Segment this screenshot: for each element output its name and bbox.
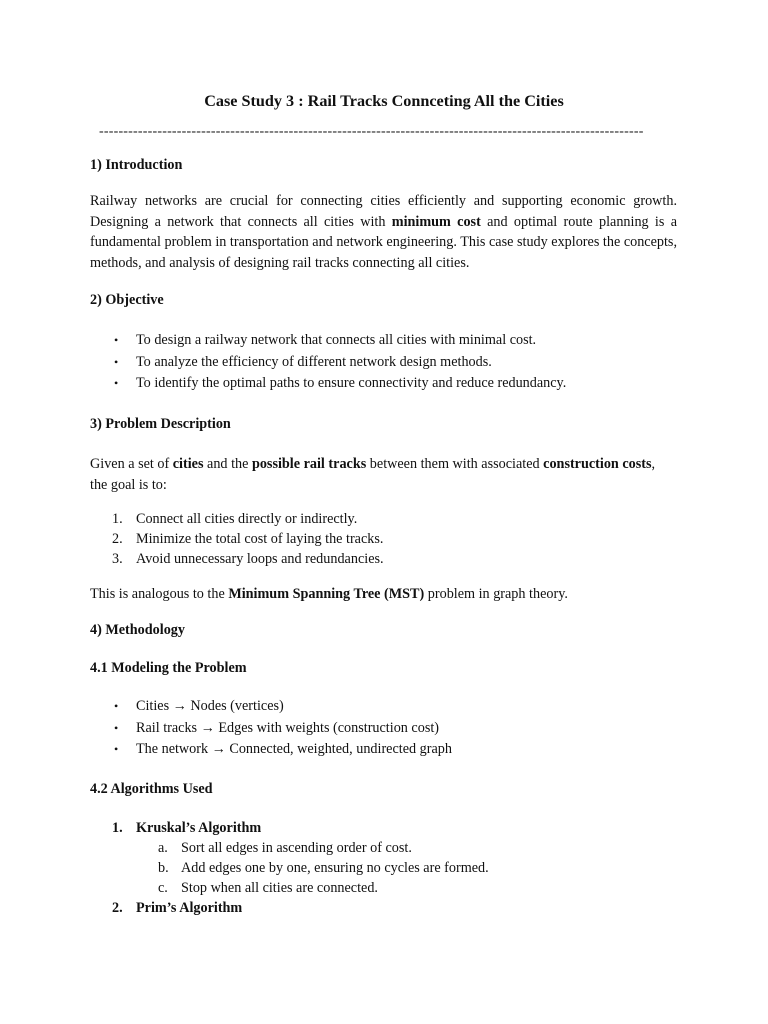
- list-letter: b.: [158, 860, 169, 876]
- mst-analogy-paragraph: [90, 584, 690, 605]
- objective-text: To identify the optimal paths to ensure connectivity and reduce redundancy.: [136, 375, 567, 391]
- list-number: 2.: [112, 900, 123, 916]
- section-heading-objective: 2) Objective: [90, 292, 164, 308]
- given-bold-rail-tracks: possible rail tracks: [251, 456, 367, 472]
- list-letter: a.: [158, 840, 168, 856]
- modeling-text: Rail tracks → Edges with weights (construction cost): [136, 719, 440, 736]
- objective-text: To design a railway network that connects all cities with minimal cost.: [136, 332, 537, 348]
- subsection-heading-modeling: 4.1 Modeling the Problem: [90, 660, 247, 676]
- bullet-icon: •: [114, 333, 119, 347]
- bullet-icon: •: [114, 376, 119, 390]
- algorithm-name: Kruskal’s Algorithm: [136, 820, 262, 836]
- analogy-text: This is analogous to the: [90, 586, 229, 602]
- given-text: the goal is to:: [90, 476, 167, 493]
- analogy-bold-mst: Minimum Spanning Tree (MST): [228, 586, 425, 602]
- given-text: ,: [651, 456, 656, 472]
- problem-given-paragraph: [90, 454, 690, 495]
- bullet-icon: •: [114, 354, 119, 369]
- list-item: [90, 838, 489, 858]
- goal-text: Avoid unnecessary loops and redundancies.: [136, 551, 384, 567]
- section-heading-introduction: 1) Introduction: [90, 157, 183, 173]
- list-number: 2.: [112, 531, 123, 547]
- algorithm-item: [90, 898, 489, 918]
- list-number: 1.: [112, 820, 123, 836]
- list-item: [90, 878, 489, 898]
- kruskal-steps-list: [90, 838, 489, 898]
- section-heading-problem-description: 3) Problem Description: [90, 416, 231, 432]
- document-title: Case Study 3 : Rail Tracks Connceting All the Cities: [204, 92, 564, 110]
- given-text: Given a set of: [90, 456, 173, 472]
- intro-text-2: and optimal route planning is a fundamental problem in transportation and network engineering. This case study explores the concepts, methods, and analysis of designing rail tracks connecting all cities.: [90, 213, 677, 271]
- modeling-text: The network → Connected, weighted, undirected graph: [136, 741, 452, 757]
- list-item: [90, 718, 690, 740]
- list-item: [90, 330, 690, 352]
- list-item: [90, 858, 489, 878]
- modeling-list: [90, 696, 690, 761]
- bullet-icon: •: [114, 720, 119, 735]
- algorithms-list: [90, 818, 489, 918]
- list-letter: c.: [158, 880, 168, 896]
- intro-text-1: Railway networks are crucial for connecting cities efficiently and supporting economic growth. Designing a network that connects all cities with: [90, 193, 677, 230]
- algorithm-name: Prim’s Algorithm: [136, 900, 243, 916]
- intro-bold-minimum-cost: minimum cost: [391, 213, 481, 230]
- given-text: and the: [203, 456, 252, 472]
- list-number: 1.: [112, 511, 123, 527]
- goal-text: Connect all cities directly or indirectly.: [136, 511, 358, 527]
- modeling-text: Cities → Nodes (vertices): [136, 698, 284, 714]
- analogy-text: problem in graph theory.: [424, 586, 568, 602]
- step-text: Stop when all cities are connected.: [181, 880, 378, 896]
- list-item: [90, 739, 690, 761]
- objective-text: To analyze the efficiency of different network design methods.: [136, 353, 492, 370]
- given-bold-construction-costs: construction costs: [543, 456, 652, 472]
- algorithm-label: [90, 898, 489, 918]
- list-item: [90, 529, 384, 549]
- algorithm-label: [90, 818, 489, 838]
- section-heading-methodology: 4) Methodology: [90, 622, 185, 638]
- objective-list: [90, 330, 690, 395]
- goal-list: [90, 509, 384, 569]
- given-bold-cities: cities: [172, 456, 204, 472]
- given-text: between them with associated: [366, 456, 544, 472]
- step-text: Sort all edges in ascending order of cost.: [181, 840, 412, 856]
- step-text: Add edges one by one, ensuring no cycles are formed.: [181, 860, 489, 876]
- bullet-icon: •: [114, 742, 119, 756]
- list-item: [90, 549, 384, 569]
- list-item: [90, 352, 690, 374]
- bullet-icon: •: [114, 699, 119, 713]
- list-item: [90, 696, 690, 718]
- divider-line: ----------------------------------------------------------------------------------------------------------------: [99, 124, 644, 139]
- subsection-heading-algorithms: 4.2 Algorithms Used: [90, 781, 213, 797]
- goal-text: Minimize the total cost of laying the tracks.: [136, 531, 384, 547]
- introduction-paragraph: [90, 191, 677, 273]
- algorithm-item: [90, 818, 489, 898]
- list-item: [90, 509, 384, 529]
- list-number: 3.: [112, 551, 123, 567]
- list-item: [90, 373, 690, 395]
